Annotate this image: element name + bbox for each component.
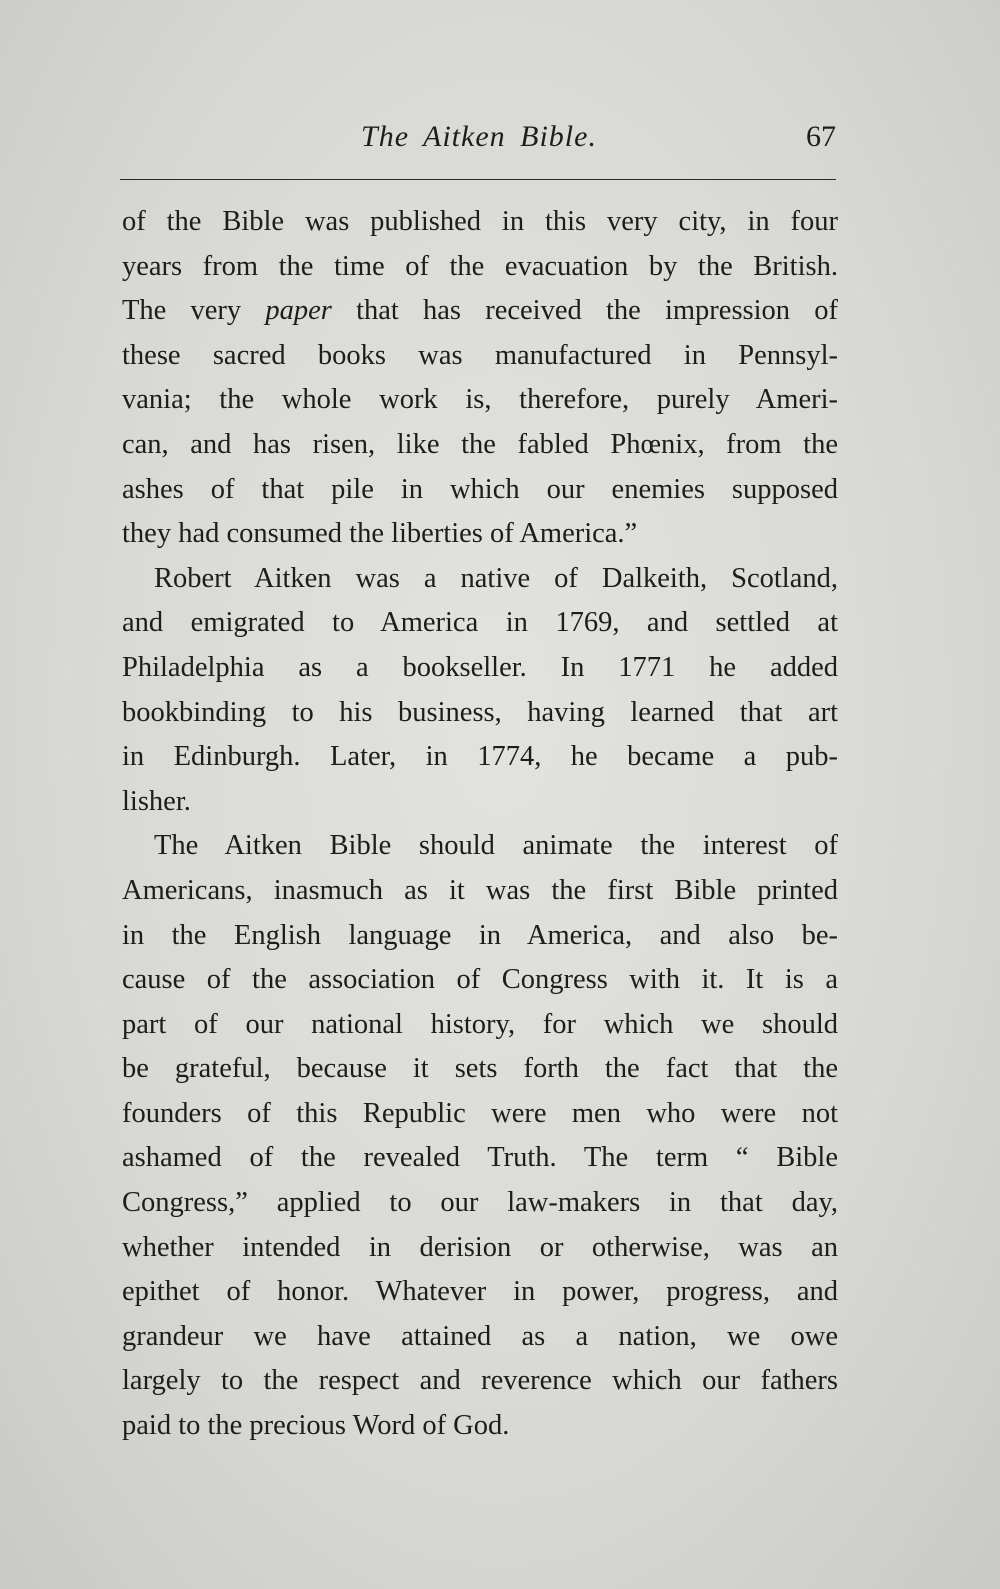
text-run: The very (122, 295, 266, 327)
text-line: paid to the precious Word of God. (122, 1410, 510, 1442)
text-line: be grateful, because it sets forth the fact that the (122, 1053, 838, 1085)
page-number: 67 (806, 120, 836, 153)
text-line: they had consumed the liberties of America.” (122, 518, 638, 550)
text-line: grandeur we have attained as a nation, we owe (122, 1320, 838, 1352)
text-line: in Edinburgh. Later, in 1774, he became a pub- (122, 741, 838, 773)
text-line: in the English language in America, and also be- (122, 919, 838, 951)
text-line: whether intended in derision or otherwise, was an (122, 1231, 838, 1263)
body-text (122, 200, 838, 1449)
text-line: epithet of honor. Whatever in power, progress, and (122, 1276, 838, 1308)
text-line: Congress,” applied to our law-makers in that day, (122, 1187, 838, 1219)
text-line: Robert Aitken was a native of Dalkeith, Scotland, (154, 562, 838, 594)
text-line: these sacred books was manufactured in Pennsyl- (122, 339, 838, 371)
text-line: Americans, inasmuch as it was the first Bible printed (122, 874, 838, 906)
text-line: The Aitken Bible should animate the interest of (154, 830, 838, 862)
text-line: years from the time of the evacuation by the British. (122, 250, 838, 282)
text-line: of the Bible was published in this very city, in four (122, 206, 838, 237)
text-line: cause of the association of Congress with it. It is a (122, 964, 838, 996)
text-line: and emigrated to America in 1769, and settled at (122, 607, 838, 639)
text-line: ashes of that pile in which our enemies supposed (122, 473, 838, 505)
text-line: Philadelphia as a bookseller. In 1771 he added (122, 651, 838, 683)
italic-word: paper (265, 295, 332, 327)
text-line: part of our national history, for which we should (122, 1008, 838, 1040)
text-line (122, 289, 838, 334)
text-line: vania; the whole work is, therefore, purely Ameri- (122, 384, 838, 416)
text-line: bookbinding to his business, having learned that art (122, 696, 838, 728)
paragraph-1 (122, 200, 838, 557)
running-title: The Aitken Bible. (361, 120, 597, 153)
paragraph-3 (122, 824, 838, 1448)
paragraph-2 (122, 557, 838, 825)
text-line: largely to the respect and reverence which our fathers (122, 1365, 838, 1397)
text-line: founders of this Republic were men who were not (122, 1097, 838, 1129)
text-line: lisher. (122, 785, 191, 817)
header-rule (120, 179, 836, 180)
text-run: that has received the impression of (331, 295, 838, 327)
text-line: ashamed of the revealed Truth. The term “ Bible (122, 1142, 838, 1174)
running-head (122, 120, 836, 170)
text-line: can, and has risen, like the fabled Phœnix, from the (122, 428, 838, 460)
